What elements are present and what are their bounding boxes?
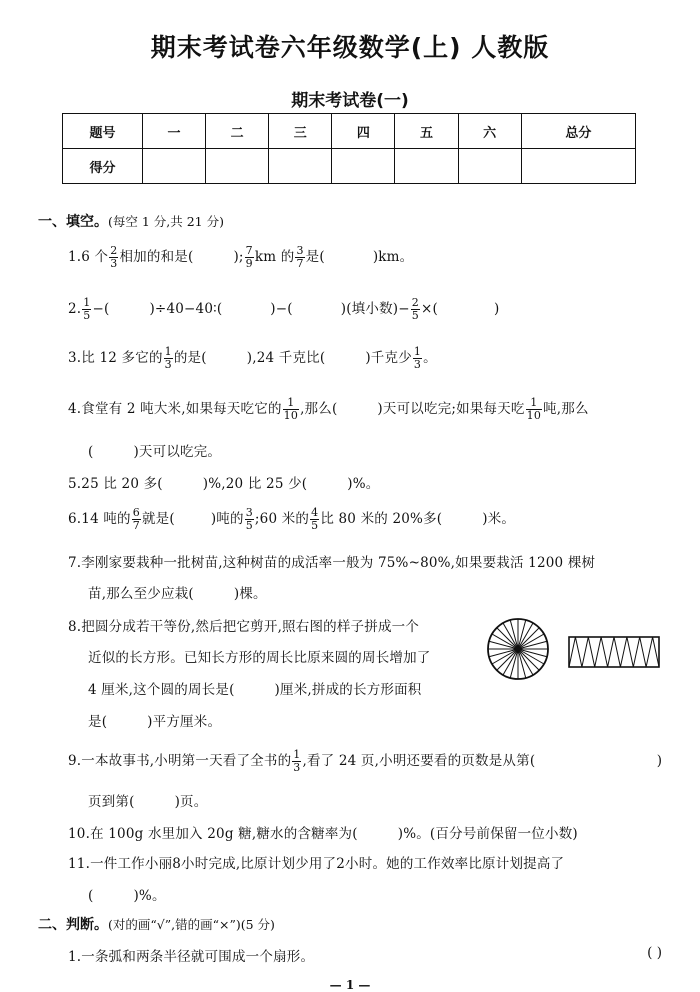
section-2-heading [38,914,275,934]
section-1-note: (每空 1 分,共 21 分) [108,214,224,229]
q5-text: )%,20 比 25 少( [202,476,308,492]
question-11-cont [88,884,166,904]
q4-text: ( [88,444,94,460]
q8-text: )平方厘米。 [147,714,222,730]
q8-text: 4 厘米,这个圆的周长是( [88,682,235,698]
score-header-cell: 二 [206,114,269,149]
question-9-cont [88,790,207,810]
q9-text: 页到第( [88,794,135,810]
fraction: $\frac{1}{5}$ [83,296,91,322]
q1-text: ); [233,249,244,265]
score-header-cell: 题号 [63,114,143,149]
score-cell[interactable] [458,149,521,184]
q1-text: )km。 [372,249,414,265]
q7-text: )棵。 [233,586,267,602]
q11-text: ( [88,888,94,904]
fraction: $\frac{2}{3}$ [110,244,118,270]
judge-1 [68,945,314,965]
q2-text: )−( [270,301,293,317]
q3-text: 的是( [173,350,207,366]
section-2-title: 二、判断。 [38,917,108,933]
fraction: $\frac{1}{3}$ [293,748,301,774]
question-3 [68,346,437,371]
q4-text: ,那么( [300,401,338,417]
question-6 [68,507,515,532]
page-number: — 1 — [329,978,371,992]
fraction: $\frac{2}{5}$ [411,296,419,322]
fraction: $\frac{1}{3}$ [413,345,422,371]
q4-text: 吨,那么 [543,401,589,417]
q4-text: )天可以吃完;如果每天吃 [377,401,525,417]
q6-text: 6.14 吨的 [68,511,131,527]
question-7-cont [88,582,267,602]
q6-text: ;60 米的 [254,511,310,527]
score-header-cell: 三 [269,114,332,149]
q5-text: 5.25 比 20 多( [68,476,163,492]
score-cell[interactable] [269,149,332,184]
fraction: $\frac{7}{9}$ [245,244,253,270]
question-8-cont [88,710,221,730]
q2-text: ×( [420,301,438,317]
q9-text: )页。 [174,794,208,810]
q8-text: 近似的长方形。已知长方形的周长比原来圆的周长增加了 [88,650,431,666]
question-8-cont [88,646,431,666]
question-5 [68,472,379,492]
q10-text: )%。(百分号前保留一位小数) [397,826,578,842]
q2-text: )(填小数)− [340,301,410,317]
q3-text: 。 [423,350,437,366]
fraction: $\frac{6}{7}$ [132,506,140,532]
q6-text: 就是( [141,511,175,527]
q6-text: 比 80 米的 20%多( [320,511,443,527]
score-table-header-row [63,114,636,149]
score-row-label: 得分 [63,149,143,184]
judge-1-paren[interactable]: ( ) [647,945,662,961]
fraction: $\frac{3}{5}$ [245,506,253,532]
score-cell[interactable] [332,149,395,184]
question-2 [68,297,499,322]
q5-text: )%。 [347,476,380,492]
question-10 [68,822,578,842]
question-9 [68,749,535,774]
question-11 [68,852,564,872]
q8-text: 是( [88,714,108,730]
question-1 [68,245,413,270]
sub-title: 期末考试卷(一) [291,91,409,111]
q2-text: )÷40−40∶( [149,301,223,317]
fraction: $\frac{1}{10}$ [283,396,299,422]
q1-text: 是( [305,249,325,265]
section-2-note: (对的画“√”,错的画“×”)(5 分) [108,917,275,932]
score-cell[interactable] [143,149,206,184]
score-cell[interactable] [395,149,458,184]
question-8-cont [88,678,422,698]
score-table [62,113,636,184]
score-header-cell: 一 [143,114,206,149]
main-title: 期末考试卷六年级数学(上) 人教版 [150,33,550,62]
approx-rectangle-figure [568,636,660,668]
q11-text: )%。 [133,888,166,904]
q3-text: ),24 千克比( [246,350,326,366]
fraction: $\frac{3}{7}$ [296,244,304,270]
fraction: $\frac{1}{3}$ [164,345,172,371]
q8-text: )厘米,拼成的长方形面积 [274,682,422,698]
q7-text: 苗,那么至少应栽( [88,586,194,602]
q2-text: ) [493,301,500,317]
section-1-heading [38,211,224,231]
q6-text: )米。 [482,511,516,527]
score-cell[interactable] [521,149,635,184]
q3-text: 3.比 12 多它的 [68,350,163,366]
q1-text: km 的 [254,249,295,265]
question-8 [68,615,419,635]
divided-circle-figure [486,617,550,681]
q1-text: 相加的和是( [119,249,194,265]
question-7 [68,551,595,571]
q3-text: )千克少 [365,350,412,366]
q9-text: ,看了 24 页,小明还要看的页数是从第( [302,753,536,769]
question-4-cont [88,440,221,460]
q11-text: 11.一件工作小丽8小时完成,比原计划少用了2小时。她的工作效率比原计划提高了 [68,856,565,872]
q8-text: 8.把圆分成若干等份,然后把它剪开,照右图的样子拼成一个 [68,619,420,635]
q9-text: 9.一本故事书,小明第一天看了全书的 [68,753,292,769]
q4-text: 4.食堂有 2 吨大米,如果每天吃它的 [68,401,282,417]
q2-text: −( [92,301,110,317]
q4-text: )天可以吃完。 [133,444,222,460]
question-4 [68,397,589,422]
q2-text: 2. [68,301,82,317]
score-table-score-row [63,149,636,184]
fraction: $\frac{4}{5}$ [311,506,319,532]
q6-text: )吨的 [210,511,244,527]
question-9-paren: ) [656,753,662,769]
score-header-cell: 六 [458,114,521,149]
score-header-cell: 五 [395,114,458,149]
score-cell[interactable] [206,149,269,184]
q7-text: 7.李刚家要栽种一批树苗,这种树苗的成活率一般为 75%~80%,如果要栽活 1200 棵树 [68,555,596,571]
fraction: $\frac{1}{10}$ [526,396,542,422]
q1-text: 1.6 个 [68,249,109,265]
q10-text: 10.在 100g 水里加入 20g 糖,糖水的含糖率为( [68,826,358,842]
score-header-cell: 四 [332,114,395,149]
score-header-cell: 总分 [521,114,635,149]
section-1-title: 一、填空。 [38,214,108,230]
judge-1-text: 1.一条弧和两条半径就可围成一个扇形。 [68,949,315,965]
